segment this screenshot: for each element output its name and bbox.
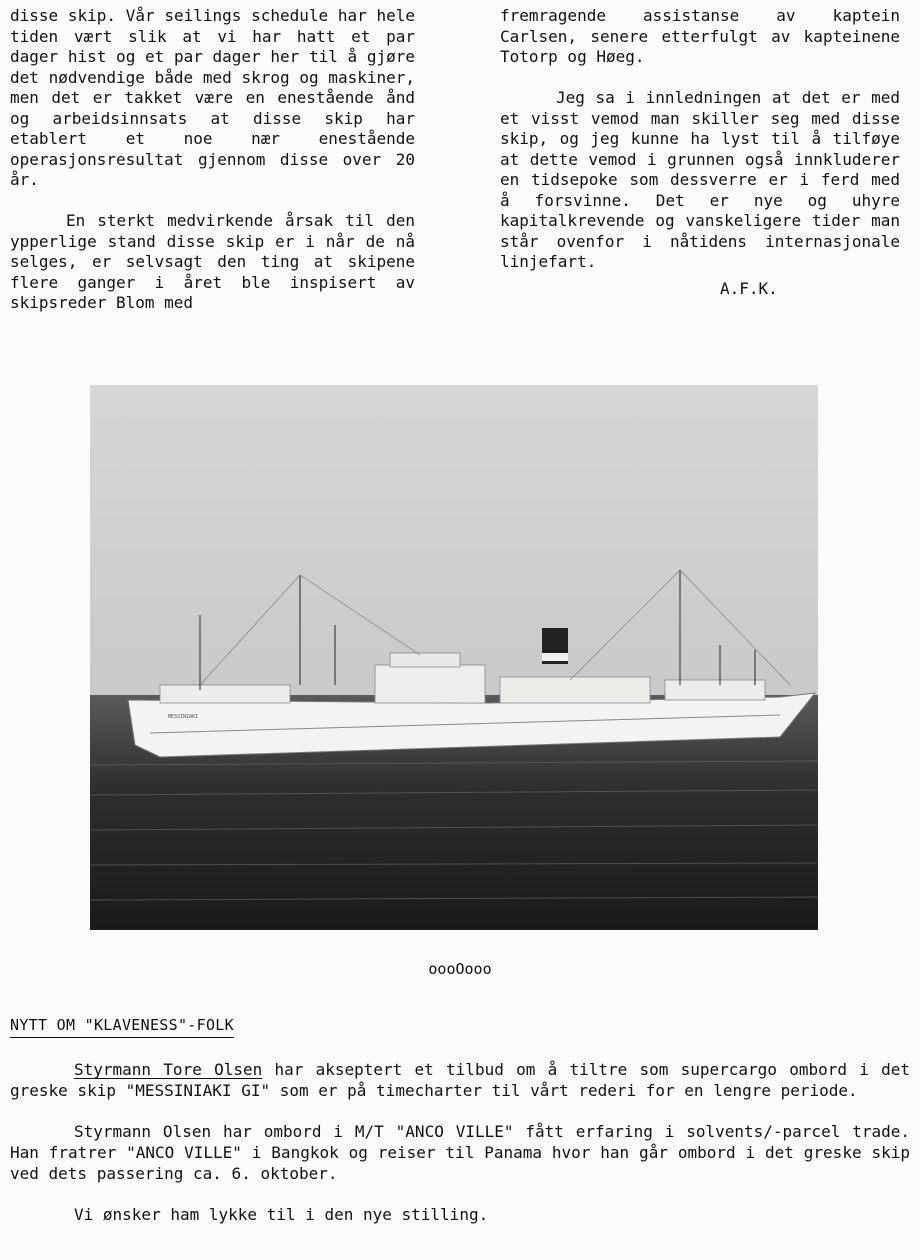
news-paragraph-1-text: har akseptert et tilbud om å tiltre som supercargo ombord i det greske skip "MESSINIAKI GI" som er på timecharter til vårt rederi for en lengre periode. <box>10 1060 910 1100</box>
bow-name: MESSINIAKI <box>168 714 199 720</box>
highlighted-name: Styrmann Tore Olsen <box>74 1060 263 1079</box>
left-paragraph-2: En sterkt medvirkende årsak til den ypperlige stand disse skip er i når de nå selges, er selvsagt den ting at skipene flere ganger i året ble inspisert av skipsreder Blom med <box>10 211 415 312</box>
right-paragraph-2: Jeg sa i innledningen at det er med et visst vemod man skiller seg med disse skip, og jeg kunne ha lyst til å tilføye at dette vemod i grunnen også innkluderer en tidsepoke som dessverre er i ferd med å forsvinne. Det er nye og uhyre kapitalkrevende og vanskeligere tider man står ovenfor i nåtidens internasjonale linjefart. <box>500 88 900 271</box>
section-heading: NYTT OM "KLAVENESS"-FOLK <box>10 1015 234 1038</box>
right-text-column <box>500 6 900 299</box>
news-section <box>10 1014 910 1225</box>
left-paragraph-1: disse skip. Vår seilings schedule har hele tiden vært slik at vi har hatt et par dager hist og et par dager her til å gjøre det nødvendige både med skrog og maskiner, men det er takket være en enestående ånd og arbeidsinnsats at disse skip har etablert et noe nær enestående operasjonsresultat gjennom disse over 20 år. <box>10 6 415 189</box>
ship-photo <box>90 385 818 930</box>
news-paragraph-1 <box>10 1059 910 1101</box>
news-paragraph-3: Vi ønsker ham lykke til i den nye stilling. <box>74 1205 489 1224</box>
left-text-column <box>10 6 415 314</box>
signature: A.F.K. <box>720 278 778 298</box>
ship-photo-image <box>90 385 818 930</box>
right-paragraph-1: fremragende assistanse av kaptein Carlsen, senere etterfulgt av kapteinene Totorp og Høeg. <box>500 6 900 66</box>
news-paragraph-2: Styrmann Olsen har ombord i M/T "ANCO VILLE" fått erfaring i solvents/-parcel trade. Han fratrer "ANCO VILLE" i Bangkok og reiser til Panama hvor han går ombord i det greske skip ved dets passering ca. 6. oktober. <box>10 1122 910 1183</box>
separator: oooOooo <box>428 960 492 978</box>
